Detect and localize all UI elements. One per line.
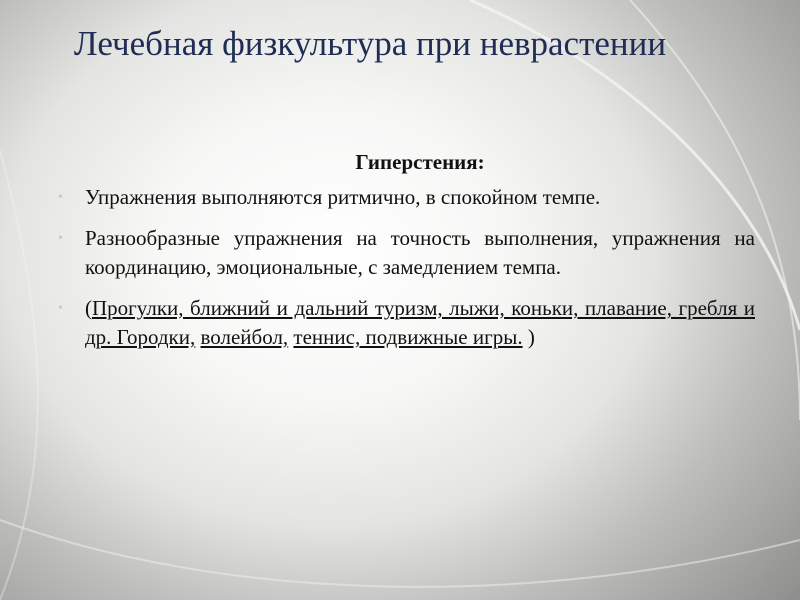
bullet-marker-icon: • — [58, 301, 63, 316]
slide-title: Лечебная физкультура при неврастении — [73, 24, 667, 63]
subheading: Гиперстения: — [355, 150, 485, 174]
bullet-close-paren: ) — [527, 325, 535, 349]
bullet-text-1: Упражнения выполняются ритмично, в спокойном темпе. — [85, 185, 601, 209]
bullet-item-1 — [55, 183, 755, 212]
bullet-item-2 — [55, 224, 755, 282]
link-tennis-games[interactable]: теннис, подвижные игры. — [293, 325, 523, 349]
bullet-marker-icon: • — [58, 231, 63, 246]
curve-bottom — [0, 520, 800, 587]
bullet-item-3 — [55, 294, 755, 352]
bullet-open-paren: ( — [85, 296, 92, 320]
link-volleyball[interactable]: волейбол, — [200, 325, 289, 349]
bullet-list — [55, 183, 755, 352]
link-activities[interactable]: Прогулки, ближний и дальний туризм, лыжи, коньки, плавание, гребля и др. Городки, — [85, 296, 755, 349]
bullet-marker-icon: • — [58, 190, 63, 205]
slide-content — [55, 148, 755, 364]
curve-left — [0, 150, 38, 600]
bullet-text-2: Разнообразные упражнения на точность выполнения, упражнения на координацию, эмоциональные, с замедлением темпа. — [85, 226, 755, 279]
